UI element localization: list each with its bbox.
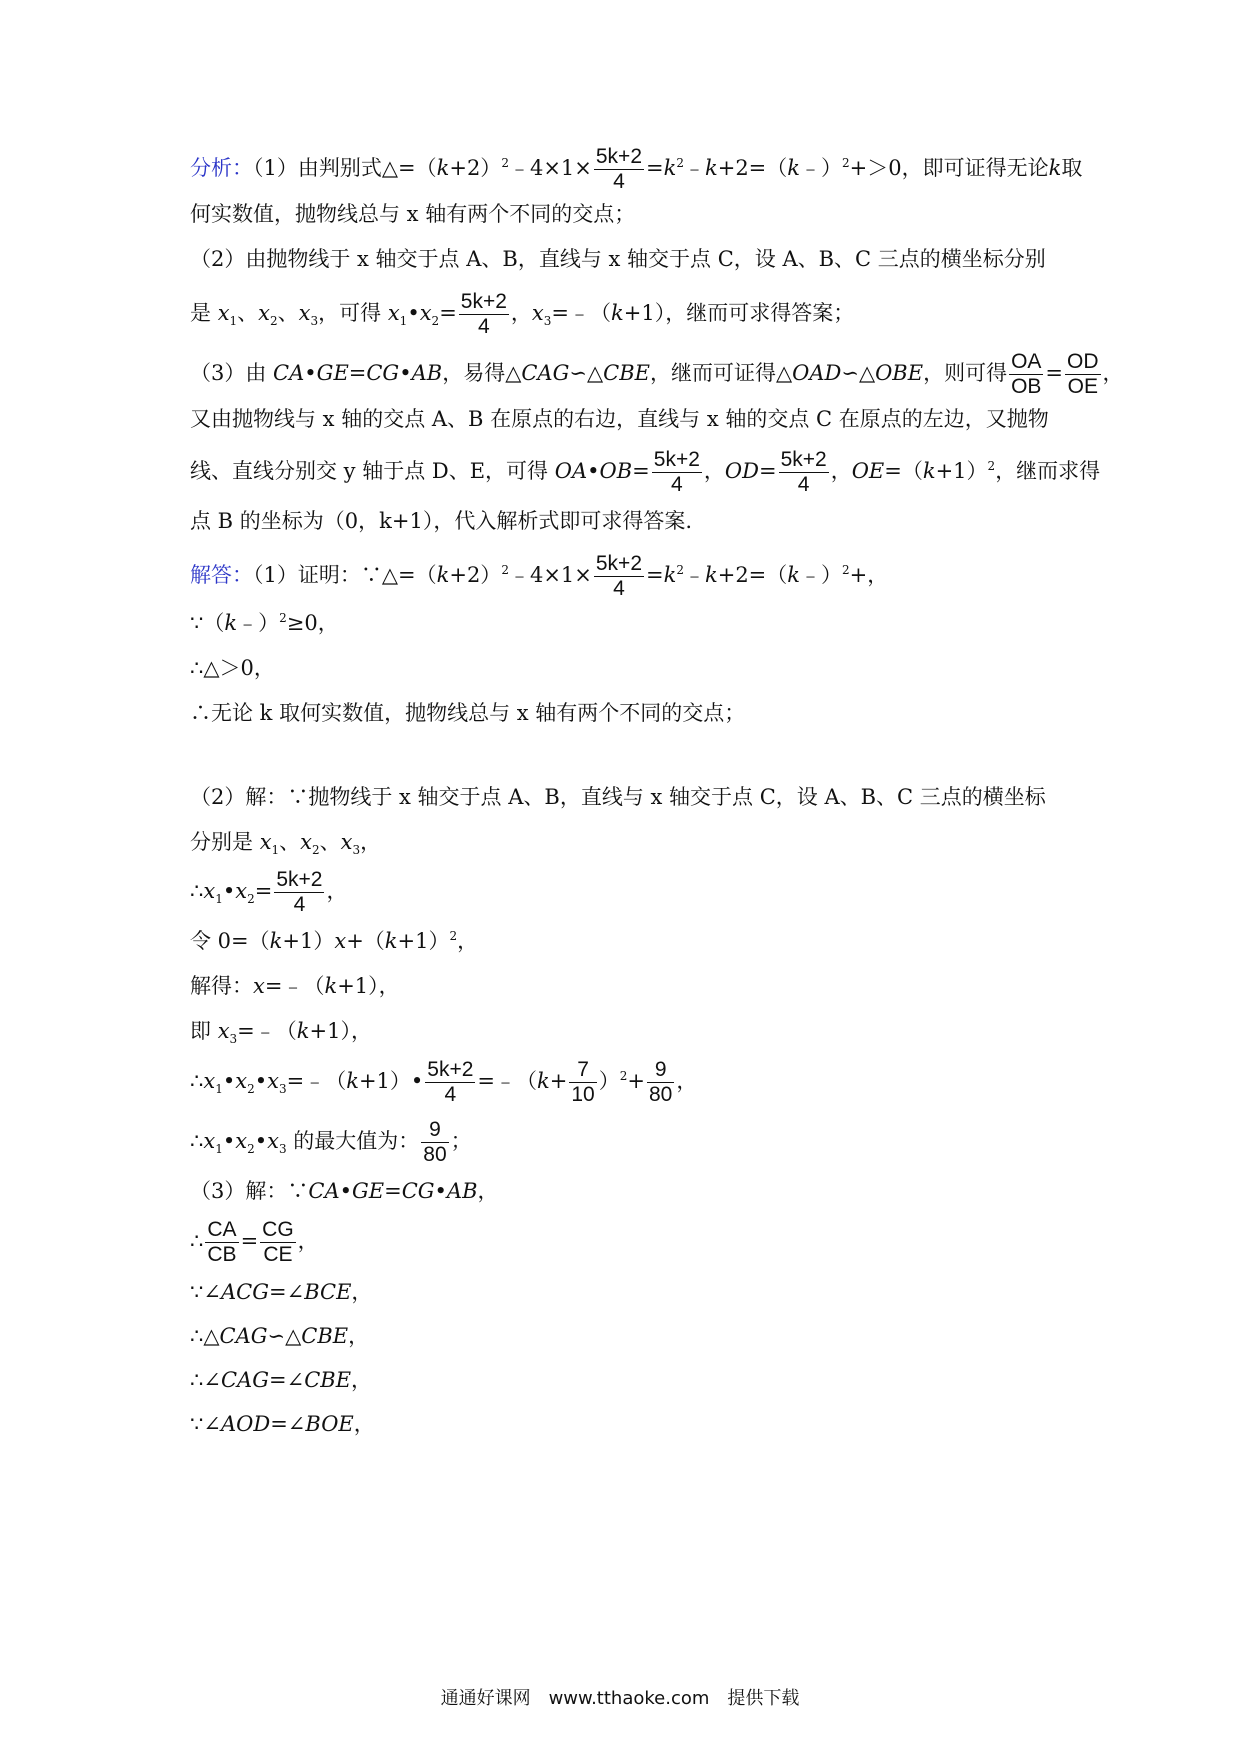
fraction: $\frac{5k+2}{4}$ xyxy=(460,290,507,338)
fraction: $\frac{5k+2}{4}$ xyxy=(276,868,323,916)
answer-line-17: ∴∠CAG=∠CBE， xyxy=(190,1368,373,1392)
analysis-line-4: 是 $x_1$、$x_2$、$x_3$，可得 $x_1•x_2=$ $\frac{5k+2}{4}$ ，$x_3=﹣(k+1)$，继而可求得答案； xyxy=(190,290,855,338)
answer-line-11: $\therefore x_1•x_2•x_3=﹣(k+1)•$ $\frac{5k+2}{4}$ =﹣（k+ $\frac{7}{10}$ ）$^2$+ $\frac{9}{80}$ ， xyxy=(190,1058,698,1106)
answer-line-10: 即 $x_3=﹣(k+1)$， xyxy=(190,1019,372,1047)
answer-line-3: ∴△＞0， xyxy=(190,656,275,680)
answer-line-4: ∴无论 k 取何实数值，抛物线总与 x 轴有两个不同的交点； xyxy=(190,701,746,725)
answer-line-18: ∵∠AOD=∠BOE， xyxy=(190,1412,375,1436)
fraction: $\frac{CA}{CB}$ xyxy=(207,1218,237,1266)
answer-line-6: 分别是 $x_1$、$x_2$、$x_3$， xyxy=(190,830,382,858)
fraction: $\frac{9}{80}$ xyxy=(423,1118,447,1166)
fraction: $\frac{OA}{OB}$ xyxy=(1011,350,1042,398)
analysis-line-7: 线、直线分别交 y 轴于点 D、E，可得 OA•OB= $\frac{5k+2}{4}$ ，OD= $\frac{5k+2}{4}$ ，$OE=(k+1)^2$，继而求得 xyxy=(190,448,1101,496)
fraction: $\frac{9}{80}$ xyxy=(648,1058,673,1106)
answer-line-8: 令 $0=(k+1)x+(k+1)^2$， xyxy=(190,929,479,953)
page-footer: 通通好课网 www.tthaoke.com 提供下载 xyxy=(440,1688,800,1709)
answer-line-12: $\therefore x_1•x_2•x_3$ 的最大值为： $\frac{9}{80}$ ； xyxy=(190,1118,472,1166)
answer-line-14: ∴ $\frac{CA}{CB}$ = $\frac{CG}{CE}$ ， xyxy=(190,1218,319,1266)
analysis-line-1: 分析：（1）由判别式$\triangle=(k+2)^2﹣4\times 1\times$ $\frac{5k+2}{4}$ $=k^2﹣k+2=(k﹣)^2+>0$，即可证得无论k取 xyxy=(190,145,1083,193)
answer-line-7: $\therefore x_1•x_2=$ $\frac{5k+2}{4}$ ， xyxy=(190,868,348,916)
fraction: $\frac{OD}{OE}$ xyxy=(1067,350,1099,398)
analysis-line-5: （3）由 CA•GE=CG•AB，易得△CAG∽△CBE，继而可证得△OAD∽△OBE，则可得 $\frac{OA}{OB}$ = $\frac{OD}{OE}$ ， xyxy=(190,350,1124,398)
answer-line-5: （2）解：∵抛物线于 x 轴交于点 A、B，直线与 x 轴交于点 C，设 A、B、C 三点的横坐标 xyxy=(190,785,1046,809)
analysis-line-3: （2）由抛物线于 x 轴交于点 A、B，直线与 x 轴交于点 C，设 A、B、C 三点的横坐标分别 xyxy=(190,247,1046,271)
answer-line-2: ∵（k﹣）$^2$≥0， xyxy=(190,611,339,635)
answer-line-9: 解得：x=﹣（k+1）， xyxy=(190,974,400,998)
fraction: $\frac{5k+2}{4}$ xyxy=(780,448,827,496)
answer-line-15: ∵∠ACG=∠BCE， xyxy=(190,1280,373,1304)
analysis-line-2: 何实数值，抛物线总与 x 轴有两个不同的交点； xyxy=(190,202,636,226)
fraction: $\frac{5k+2}{4}$ xyxy=(653,448,700,496)
fraction: $\frac{7}{10}$ xyxy=(571,1058,595,1106)
answer-line-13: （3）解：∵CA•GE=CG•AB， xyxy=(190,1179,499,1203)
fraction: $\frac{5k+2}{4}$ xyxy=(595,552,642,600)
fraction: $\frac{5k+2}{4}$ xyxy=(595,145,642,193)
fraction: $\frac{5k+2}{4}$ xyxy=(427,1058,474,1106)
answer-line-1: 解答：（1）证明：$\because\triangle=(k+2)^2﹣4\times 1\times$ $\frac{5k+2}{4}$ $=k^2﹣k+2=(k﹣)^2+$， xyxy=(190,552,889,600)
answer-line-16: ∴△CAG∽△CBE， xyxy=(190,1324,370,1348)
answer-label: 解答： xyxy=(190,563,253,587)
fraction: $\frac{CG}{CE}$ xyxy=(262,1218,294,1266)
analysis-line-8: 点 B 的坐标为（0，k+1），代入解析式即可求得答案. xyxy=(190,509,692,533)
analysis-label: 分析： xyxy=(190,156,253,180)
analysis-line-6: 又由抛物线与 x 轴的交点 A、B 在原点的右边，直线与 x 轴的交点 C 在原点的左边，又抛物 xyxy=(190,407,1049,431)
